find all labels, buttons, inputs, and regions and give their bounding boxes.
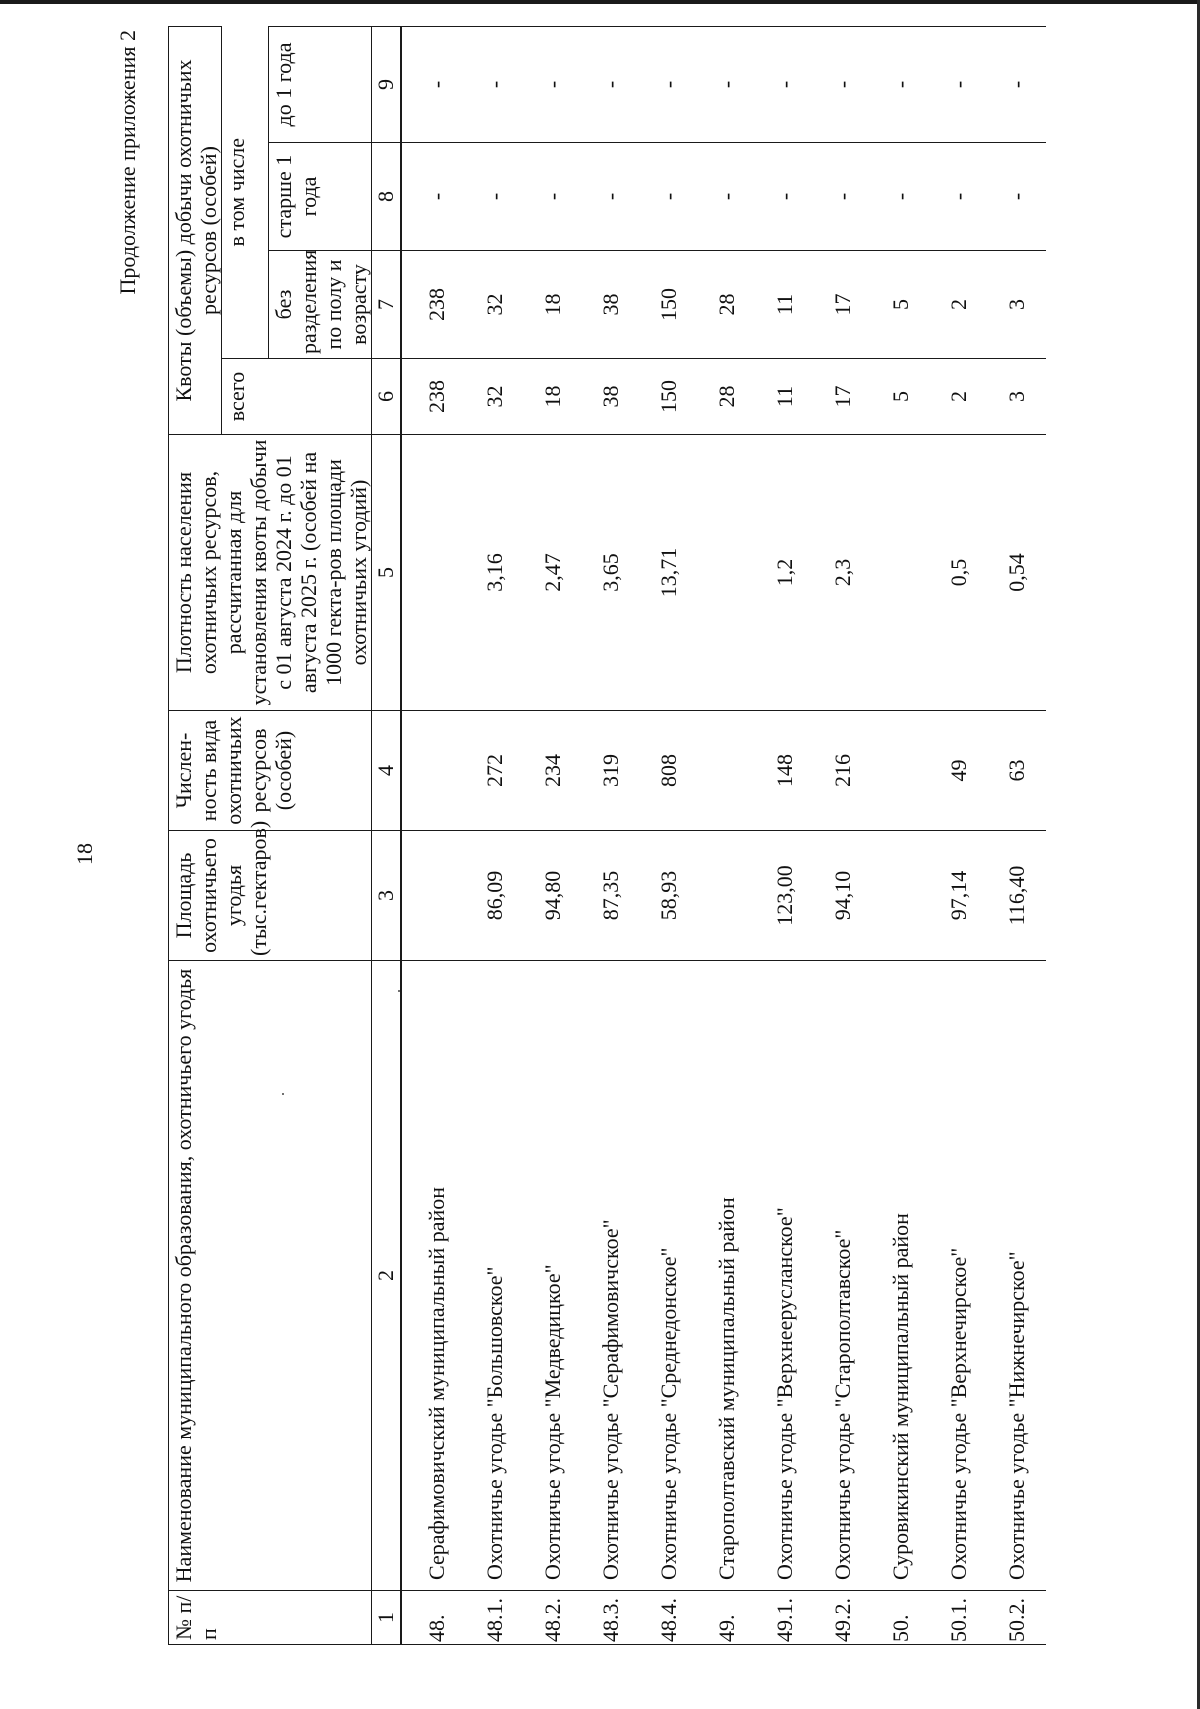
row-older: -	[988, 143, 1046, 251]
row-no-division: 2	[930, 251, 988, 359]
row-older: -	[401, 143, 466, 251]
column-number: 7	[372, 251, 402, 359]
row-name: Старополтавский муниципальный район	[698, 961, 756, 1591]
table-row	[524, 27, 582, 1645]
row-area: 123,00	[756, 831, 814, 961]
row-area: 94,80	[524, 831, 582, 961]
row-older: -	[756, 143, 814, 251]
row-number: 48.4.	[640, 1591, 698, 1645]
row-area: 116,40	[988, 831, 1046, 961]
row-number: 48.3.	[582, 1591, 640, 1645]
row-count: 63	[988, 711, 1046, 831]
row-density: 0,54	[988, 435, 1046, 711]
row-younger: -	[524, 27, 582, 143]
row-count: 148	[756, 711, 814, 831]
row-older: -	[872, 143, 930, 251]
row-name: Охотничье угодье "Серафимовичское"	[582, 961, 640, 1591]
header-num: № п/п	[169, 1591, 372, 1645]
header-density: Плотность населения охотничьих ресурсов, рассчитанная для установления квоты добычи с 01 августа 2024 г. до 01 августа 2025 г. (особей на 1000 гекта-ров площади охотничьих угодий)	[169, 435, 372, 711]
row-number: 50.1.	[930, 1591, 988, 1645]
table-body	[401, 27, 1046, 1645]
row-no-division: 11	[756, 251, 814, 359]
row-density: 2,47	[524, 435, 582, 711]
row-total: 3	[988, 359, 1046, 435]
row-number: 49.2.	[814, 1591, 872, 1645]
row-older: -	[524, 143, 582, 251]
row-density	[401, 435, 466, 711]
row-no-division: 18	[524, 251, 582, 359]
column-number: 9	[372, 27, 402, 143]
row-total: 28	[698, 359, 756, 435]
row-older: -	[698, 143, 756, 251]
row-number: 49.1.	[756, 1591, 814, 1645]
header-no-division: без разделения по полу и возрасту	[269, 251, 372, 359]
table-row	[756, 27, 814, 1645]
row-younger: -	[814, 27, 872, 143]
row-name: Охотничье угодье "Верхнечирское"	[930, 961, 988, 1591]
row-number: 48.2.	[524, 1591, 582, 1645]
row-older: -	[582, 143, 640, 251]
row-area: 97,14	[930, 831, 988, 961]
column-number: 3	[372, 831, 402, 961]
row-total: 150	[640, 359, 698, 435]
table-row	[401, 27, 466, 1645]
row-no-division: 5	[872, 251, 930, 359]
column-number: 6	[372, 359, 402, 435]
header-younger: до 1 года	[269, 27, 372, 143]
row-younger: -	[466, 27, 524, 143]
row-older: -	[466, 143, 524, 251]
table-row	[930, 27, 988, 1645]
row-area: 87,35	[582, 831, 640, 961]
row-count: 216	[814, 711, 872, 831]
row-older: -	[930, 143, 988, 251]
row-no-division: 38	[582, 251, 640, 359]
row-density: 1,2	[756, 435, 814, 711]
row-name: Охотничье угодье "Верхнеерусланское"	[756, 961, 814, 1591]
row-no-division: 32	[466, 251, 524, 359]
row-density: 0,5	[930, 435, 988, 711]
row-total: 17	[814, 359, 872, 435]
row-count	[401, 711, 466, 831]
row-density	[872, 435, 930, 711]
row-density: 3,65	[582, 435, 640, 711]
row-name: Серафимовичский муниципальный район	[401, 961, 466, 1591]
row-name: Охотничье угодье "Медведицкое"	[524, 961, 582, 1591]
column-number: 5	[372, 435, 402, 711]
header-quota-group: Квоты (объемы) добычи охотничьих ресурсов (особей)	[169, 27, 222, 435]
row-younger: -	[640, 27, 698, 143]
header-older: старше 1 года	[269, 143, 372, 251]
row-no-division: 238	[401, 251, 466, 359]
row-younger: -	[988, 27, 1046, 143]
row-name: Охотничье угодье "Большовское"	[466, 961, 524, 1591]
row-area	[698, 831, 756, 961]
row-density	[698, 435, 756, 711]
column-number: 2	[372, 961, 402, 1591]
column-number: 8	[372, 143, 402, 251]
row-no-division: 3	[988, 251, 1046, 359]
table-row	[872, 27, 930, 1645]
row-area	[872, 831, 930, 961]
row-younger: -	[582, 27, 640, 143]
row-area: 86,09	[466, 831, 524, 961]
column-number: 1	[372, 1591, 402, 1645]
row-no-division: 28	[698, 251, 756, 359]
row-area: 94,10	[814, 831, 872, 961]
row-younger: -	[872, 27, 930, 143]
row-count: 319	[582, 711, 640, 831]
row-name: Охотничье угодье "Старополтавское"	[814, 961, 872, 1591]
table-row	[582, 27, 640, 1645]
row-no-division: 17	[814, 251, 872, 359]
row-area	[401, 831, 466, 961]
row-younger: -	[698, 27, 756, 143]
row-area: 58,93	[640, 831, 698, 961]
row-older: -	[640, 143, 698, 251]
row-number: 48.	[401, 1591, 466, 1645]
row-number: 48.1.	[466, 1591, 524, 1645]
row-number: 50.	[872, 1591, 930, 1645]
header-including: в том числе	[222, 27, 269, 359]
row-total: 2	[930, 359, 988, 435]
quota-table	[168, 26, 1046, 1645]
column-number-row	[372, 27, 402, 1645]
table-row	[640, 27, 698, 1645]
continuation-label: Продолжение приложения 2	[115, 30, 140, 295]
row-total: 18	[524, 359, 582, 435]
row-total: 32	[466, 359, 524, 435]
row-density: 13,71	[640, 435, 698, 711]
row-count: 49	[930, 711, 988, 831]
column-number: 4	[372, 711, 402, 831]
row-total: 238	[401, 359, 466, 435]
row-total: 11	[756, 359, 814, 435]
table-row	[988, 27, 1046, 1645]
row-name: Охотничье угодье "Нижнечирское"	[988, 961, 1046, 1591]
row-count	[872, 711, 930, 831]
row-count: 808	[640, 711, 698, 831]
row-name: Охотничье угодье "Среднедонское"	[640, 961, 698, 1591]
header-name: Наименование муниципального образования, охотничьего угодья	[169, 961, 372, 1591]
row-count: 272	[466, 711, 524, 831]
row-name: Суровикинский муниципальный район	[872, 961, 930, 1591]
page-number: 18	[72, 843, 97, 865]
row-density: 3,16	[466, 435, 524, 711]
table-row	[698, 27, 756, 1645]
header-area: Площадь охотничьего угодья (тыс.гектаров)	[169, 831, 372, 961]
row-total: 5	[872, 359, 930, 435]
row-younger: -	[756, 27, 814, 143]
header-count: Числен-ность вида охотничьих ресурсов (особей)	[169, 711, 372, 831]
row-no-division: 150	[640, 251, 698, 359]
row-older: -	[814, 143, 872, 251]
table-row	[466, 27, 524, 1645]
row-total: 38	[582, 359, 640, 435]
row-number: 50.2.	[988, 1591, 1046, 1645]
table-row	[814, 27, 872, 1645]
row-density: 2,3	[814, 435, 872, 711]
row-number: 49.	[698, 1591, 756, 1645]
row-younger: -	[401, 27, 466, 143]
row-count	[698, 711, 756, 831]
row-count: 234	[524, 711, 582, 831]
header-total: всего	[222, 359, 372, 435]
row-younger: -	[930, 27, 988, 143]
